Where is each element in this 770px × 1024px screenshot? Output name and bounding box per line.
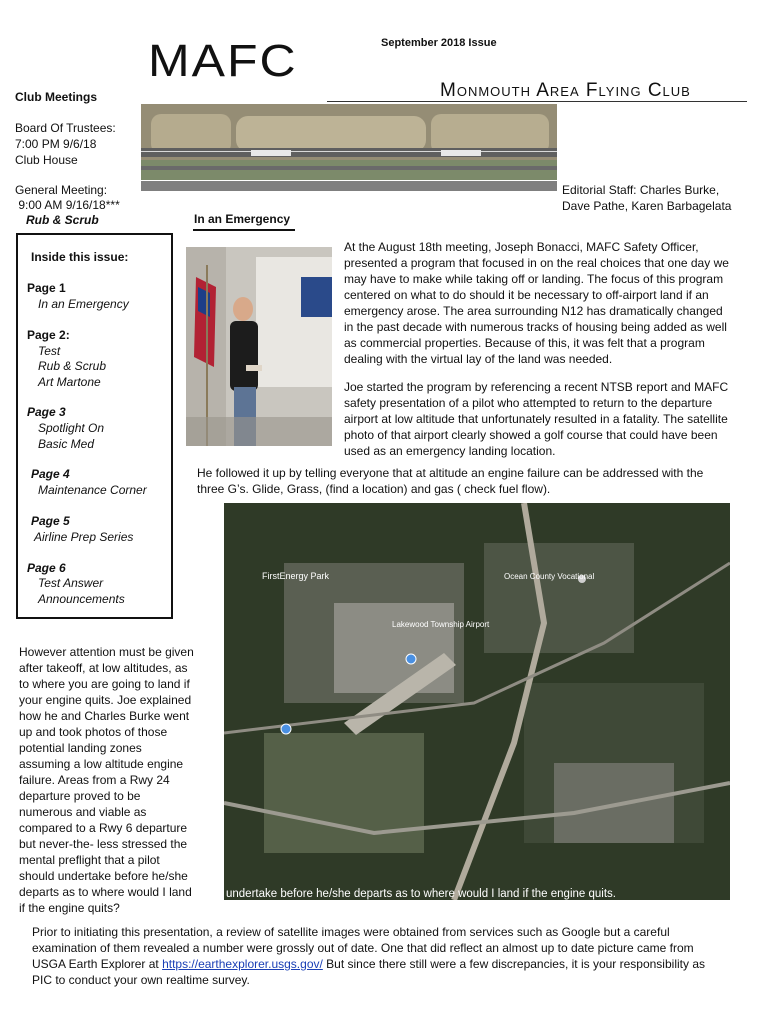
club-meetings-title: Club Meetings xyxy=(15,90,98,104)
club-name: Monmouth Area Flying Club xyxy=(440,80,691,101)
para1-line: dealing with the virtual lay of the land was needed. xyxy=(344,352,613,366)
para4-line: after takeoff, at low altitudes, as xyxy=(19,661,188,675)
para4-line: but never-the- less stressed the xyxy=(19,837,188,851)
article-para3 xyxy=(197,465,757,497)
article-para1 xyxy=(344,239,754,367)
earthexplorer-link[interactable]: https://earthexplorer.usgs.gov/ xyxy=(162,957,323,971)
header-bar xyxy=(141,181,557,191)
header-rule xyxy=(327,101,747,102)
para2-line: used as an emergency landing location. xyxy=(344,444,556,458)
map-label-vocational: Ocean County Vocational xyxy=(504,572,595,581)
trustees-line1: Board Of Trustees: xyxy=(15,121,116,135)
general-line1: General Meeting: xyxy=(15,183,108,197)
sidebar-page5-item: Airline Prep Series xyxy=(34,530,134,544)
para2-line: airport at low altitude that unfortunately resulted in a fatality. The satellite xyxy=(344,412,728,426)
para5-line4: PIC to conduct your own realtime survey. xyxy=(32,973,250,987)
para1-line: centered on what to do should it be necessary to off-airport land if an xyxy=(344,288,709,302)
article-para2 xyxy=(344,379,754,459)
sidebar-page6-item2: Announcements xyxy=(38,592,125,606)
para1-line: presented a program that focused in on the real choices that one day we xyxy=(344,256,729,270)
satellite-map-image xyxy=(224,503,730,900)
para5-line3-pre: USGA Earth Explorer at xyxy=(32,957,163,971)
para2-line: photo of that airport clearly showed a golf course that could have been xyxy=(344,428,718,442)
sidebar-page3-item1: Spotlight On xyxy=(38,421,105,435)
sidebar-page3-item2: Basic Med xyxy=(38,437,95,451)
sidebar-page5: Page 5 xyxy=(31,514,70,528)
editorial-line2: Dave Pathe, Karen Barbagelata xyxy=(562,199,732,213)
sidebar-title: Inside this issue: xyxy=(31,250,129,264)
sidebar-page4: Page 4 xyxy=(31,467,70,481)
sidebar-page6-item1: Test Answer xyxy=(38,576,104,590)
para4-line: potential landing zones xyxy=(19,741,142,755)
para4-line: your engine quits. Joe explained xyxy=(19,693,192,707)
para4-line: mental preflight that a pilot xyxy=(19,853,160,867)
sidebar-page2: Page 2: xyxy=(27,328,70,342)
para4-line: departs as to where would I land xyxy=(19,885,192,899)
para5-line3-post: But since there still were a few discrepancies, it is your responsibility as xyxy=(322,957,705,971)
sidebar-page1: Page 1 xyxy=(27,281,66,295)
sidebar-page1-item: In an Emergency xyxy=(38,297,129,311)
mafc-logo: MAFC xyxy=(148,35,298,86)
editorial-staff xyxy=(562,182,731,214)
sidebar-page2-item1: Test xyxy=(38,344,61,358)
para1-line: may have to make while taking off or landing. The focus of this program xyxy=(344,272,724,286)
para1-line: as commercial properties. Because of this, it was felt that a program xyxy=(344,336,705,350)
sidebar-page2-item2: Rub & Scrub xyxy=(38,359,107,373)
para4-line: failure. Areas from a Rwy 24 xyxy=(19,773,170,787)
map-label-airport: Lakewood Township Airport xyxy=(392,620,490,629)
para4-line: However attention must be given xyxy=(19,645,194,659)
trustees-line3: Club House xyxy=(15,153,78,167)
para4-line: compared to a Rwy 6 departure xyxy=(19,821,188,835)
para1-line: in the past decade with numerous tracks of housing being added as well xyxy=(344,320,727,334)
sidebar-page4-item: Maintenance Corner xyxy=(38,483,147,497)
presenter-photo xyxy=(186,247,332,446)
para2-line: safety presentation of a pilot who attempted to return to the departure xyxy=(344,396,713,410)
sidebar-page2-item3: Art Martone xyxy=(38,375,101,389)
trustees-line2: 7:00 PM 9/6/18 xyxy=(15,137,97,151)
para1-line: emergency arose. The area surrounding N12 has dramatically changed xyxy=(344,304,723,318)
map-caption: undertake before he/she departs as to where would I land if the engine quits. xyxy=(226,888,616,900)
map-label-firstenergy: FirstEnergy Park xyxy=(262,571,330,581)
para3-line: three G’s. Glide, Grass, (find a location) and gas ( check fuel flow). xyxy=(197,482,551,496)
para4-line: departure proved to be xyxy=(19,789,141,803)
heading-rule xyxy=(193,229,295,231)
runway-banner-image xyxy=(141,104,557,180)
para3-line: He followed it up by telling everyone that at altitude an engine failure can be addressed with the xyxy=(197,466,704,480)
para2-line: Joe started the program by referencing a recent NTSB report and MAFC xyxy=(344,380,729,394)
para4-line: how he and Charles Burke went xyxy=(19,709,190,723)
para1-line: At the August 18th meeting, Joseph Bonacci, MAFC Safety Officer, xyxy=(344,240,699,254)
article-para5 xyxy=(32,924,752,988)
editorial-line1: Editorial Staff: Charles Burke, xyxy=(562,183,720,197)
para5-line3 xyxy=(32,956,752,972)
general-line3: Rub & Scrub xyxy=(26,213,99,227)
para4-line: assuming a low altitude engine xyxy=(19,757,184,771)
para5-line2: examination of them revealed a number were grossly out of date. One that did reflect an almost up to date picture came from xyxy=(32,941,694,955)
article-heading: In an Emergency xyxy=(194,212,291,226)
para4-line: numerous and viable as xyxy=(19,805,147,819)
sidebar-page3: Page 3 xyxy=(27,405,66,419)
issue-date: September 2018 Issue xyxy=(381,37,497,49)
para4-line: if the engine quits? xyxy=(19,901,120,915)
para5-line1: Prior to initiating this presentation, a review of satellite images were obtained from services such as Google but a careful xyxy=(32,925,670,939)
general-line2: 9:00 AM 9/16/18*** xyxy=(15,198,120,212)
para4-line: should undertake before he/she xyxy=(19,869,188,883)
sidebar-page6: Page 6 xyxy=(27,561,66,575)
article-para4 xyxy=(19,644,219,916)
para4-line: up and took photos of those xyxy=(19,725,168,739)
para4-line: to where you are going to land if xyxy=(19,677,190,691)
inside-this-issue-box xyxy=(16,233,173,619)
